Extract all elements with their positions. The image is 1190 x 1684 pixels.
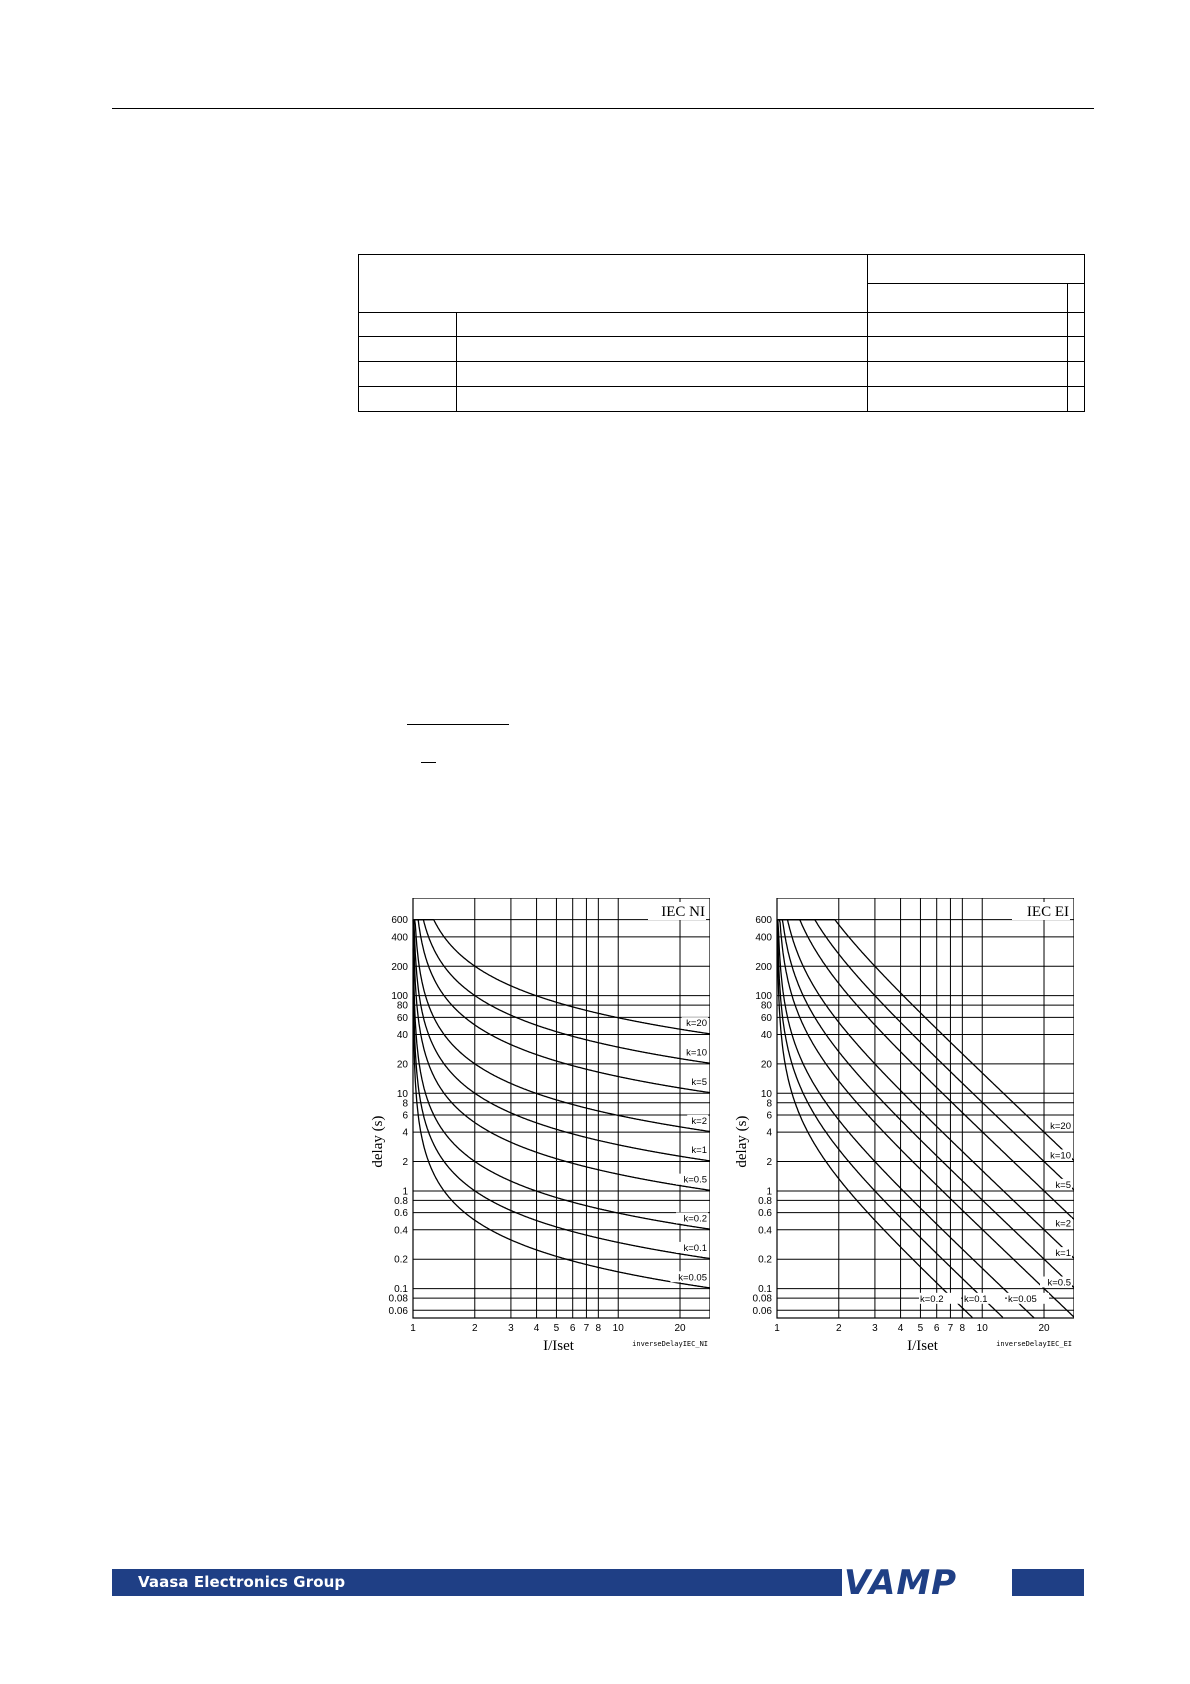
- y-axis-label: delay (s): [370, 1115, 386, 1168]
- x-tick-label: 2: [835, 1323, 842, 1334]
- series-label: k=2: [691, 1115, 707, 1127]
- series-label: k=0.1: [964, 1293, 988, 1305]
- x-tick-label: 20: [674, 1323, 686, 1334]
- series-label: k=5: [1055, 1179, 1071, 1191]
- table-row: [359, 313, 1085, 337]
- y-tick-label: 60: [760, 1012, 772, 1024]
- header-rule: [112, 108, 1094, 109]
- y-tick-label: 8: [402, 1098, 408, 1110]
- x-tick-label: 4: [533, 1323, 540, 1334]
- chart-iec-ni-svg: [370, 898, 710, 1378]
- curve-k-20: [777, 920, 1074, 1161]
- y-tick-label: 6: [402, 1110, 408, 1122]
- y-tick-label: 0.8: [758, 1195, 772, 1207]
- curve-k-2: [777, 920, 1074, 1259]
- curve-k-0_2: [777, 920, 1034, 1318]
- y-tick-label: 0.6: [758, 1208, 772, 1220]
- formula-overline: [421, 762, 436, 763]
- table-cell: [359, 362, 457, 387]
- y-tick-label: 0.2: [758, 1254, 772, 1266]
- series-label: k=1: [1055, 1248, 1071, 1260]
- y-tick-label: 4: [402, 1127, 408, 1139]
- table-cell: [359, 313, 457, 337]
- table-cell: [1067, 313, 1084, 337]
- series-label: k=0.05: [678, 1272, 707, 1284]
- chart-iec-ni: [370, 898, 710, 1378]
- logo-area: [842, 1563, 1084, 1603]
- y-tick-label: 80: [760, 1000, 772, 1012]
- table-cell: [867, 284, 1067, 313]
- table-row: [359, 362, 1085, 387]
- x-axis-label: I/Iset: [907, 1338, 938, 1354]
- chart-iec-ei-svg: [734, 898, 1074, 1378]
- y-tick-label: 4: [766, 1127, 772, 1139]
- y-tick-label: 20: [396, 1059, 408, 1071]
- series-label: k=20: [1050, 1121, 1071, 1133]
- y-tick-label: 8: [766, 1098, 772, 1110]
- y-tick-label: 0.08: [388, 1293, 408, 1305]
- footer-bar: [112, 1569, 842, 1596]
- y-tick-label: 400: [391, 932, 408, 944]
- y-tick-label: 2: [766, 1157, 772, 1169]
- series-label: k=1: [691, 1145, 707, 1157]
- y-tick-label: 1: [402, 1186, 408, 1198]
- plot-frame: [777, 898, 1074, 1318]
- x-tick-label: 8: [595, 1323, 602, 1334]
- y-tick-label: 0.6: [394, 1208, 408, 1220]
- curve-k-0_1: [413, 920, 710, 1259]
- y-tick-label: 0.8: [394, 1195, 408, 1207]
- x-tick-label: 7: [947, 1323, 954, 1334]
- chart-title: IEC EI: [1026, 904, 1069, 920]
- series-label: k=0.1: [683, 1242, 707, 1254]
- series-label: k=0.2: [683, 1213, 707, 1225]
- x-tick-label: 8: [959, 1323, 966, 1334]
- table-cell: [359, 337, 457, 362]
- y-tick-label: 1: [766, 1186, 772, 1198]
- table-cell: [867, 387, 1067, 412]
- x-tick-label: 2: [471, 1323, 478, 1334]
- table-cell: [457, 337, 868, 362]
- vamp-logo: VAMP: [844, 1563, 958, 1603]
- x-tick-label: 4: [897, 1323, 904, 1334]
- y-tick-label: 0.1: [394, 1284, 408, 1296]
- y-tick-label: 60: [396, 1012, 408, 1024]
- figure-file-tag: inverseDelayIEC_NI: [632, 1340, 708, 1348]
- series-label: k=10: [1050, 1150, 1071, 1162]
- x-axis-label: I/Iset: [543, 1338, 574, 1354]
- series-label: k=0.5: [1047, 1277, 1071, 1289]
- x-tick-label: 3: [872, 1323, 878, 1334]
- y-tick-label: 0.06: [388, 1305, 408, 1317]
- table-cell: [1067, 337, 1084, 362]
- x-tick-label: 20: [1038, 1323, 1050, 1334]
- y-tick-label: 100: [755, 991, 772, 1003]
- y-tick-label: 40: [760, 1030, 772, 1042]
- table-cell: [867, 362, 1067, 387]
- x-tick-label: 1: [774, 1323, 780, 1334]
- series-label: k=10: [686, 1047, 707, 1059]
- x-tick-label: 10: [976, 1323, 988, 1334]
- x-tick-label: 1: [410, 1323, 416, 1334]
- x-tick-label: 3: [508, 1323, 514, 1334]
- series-label: k=20: [686, 1018, 707, 1030]
- logo-background: [842, 1563, 1012, 1603]
- y-tick-label: 0.4: [394, 1225, 408, 1237]
- y-tick-label: 0.08: [752, 1293, 772, 1305]
- y-tick-label: 0.06: [752, 1305, 772, 1317]
- company-name: Vaasa Electronics Group: [138, 1573, 346, 1591]
- series-label: k=5: [691, 1076, 707, 1088]
- table-cell: [867, 337, 1067, 362]
- y-tick-label: 200: [755, 961, 772, 973]
- table-cell: [359, 387, 457, 412]
- table-cell: [457, 313, 868, 337]
- y-tick-label: 2: [402, 1157, 408, 1169]
- y-tick-label: 0.2: [394, 1254, 408, 1266]
- y-tick-label: 10: [396, 1088, 408, 1100]
- y-tick-label: 40: [396, 1030, 408, 1042]
- y-tick-label: 200: [391, 961, 408, 973]
- table-row: [359, 337, 1085, 362]
- x-tick-label: 6: [569, 1323, 576, 1334]
- y-tick-label: 0.1: [758, 1284, 772, 1296]
- x-tick-label: 5: [553, 1323, 560, 1334]
- x-tick-label: 5: [917, 1323, 924, 1334]
- y-tick-label: 10: [760, 1088, 772, 1100]
- x-tick-label: 6: [933, 1323, 940, 1334]
- parameter-table: [358, 254, 1085, 412]
- table-cell: [1067, 284, 1084, 313]
- y-tick-label: 400: [755, 932, 772, 944]
- curve-k-0_05: [413, 949, 710, 1289]
- formula-fraction-bar: [407, 724, 509, 725]
- series-label: k=0.05: [1008, 1293, 1037, 1305]
- x-tick-label: 7: [583, 1323, 590, 1334]
- curve-k-5: [413, 920, 710, 1093]
- series-label: k=0.5: [683, 1174, 707, 1186]
- chart-iec-ei: [734, 898, 1074, 1378]
- y-tick-label: 600: [755, 915, 772, 927]
- curve-k-0_5: [413, 920, 710, 1191]
- y-tick-label: 100: [391, 991, 408, 1003]
- y-tick-label: 20: [760, 1059, 772, 1071]
- series-label: k=2: [1055, 1218, 1071, 1230]
- table-row: [359, 387, 1085, 412]
- y-tick-label: 80: [396, 1000, 408, 1012]
- table-cell: [867, 255, 1084, 284]
- table-cell: [1067, 362, 1084, 387]
- curve-k-1: [777, 920, 1074, 1288]
- chart-title: IEC NI: [661, 904, 705, 920]
- table-cell: [457, 387, 868, 412]
- figure-file-tag: inverseDelayIEC_EI: [996, 1340, 1072, 1348]
- table-cell: [359, 255, 868, 313]
- y-tick-label: 6: [766, 1110, 772, 1122]
- y-axis-label: delay (s): [734, 1115, 750, 1168]
- table-cell: [867, 313, 1067, 337]
- x-tick-label: 10: [612, 1323, 624, 1334]
- table-cell: [457, 362, 868, 387]
- y-tick-label: 600: [391, 915, 408, 927]
- series-label: k=0.2: [920, 1293, 944, 1305]
- curve-k-10: [413, 920, 710, 1064]
- table-cell: [1067, 387, 1084, 412]
- y-tick-label: 0.4: [758, 1225, 772, 1237]
